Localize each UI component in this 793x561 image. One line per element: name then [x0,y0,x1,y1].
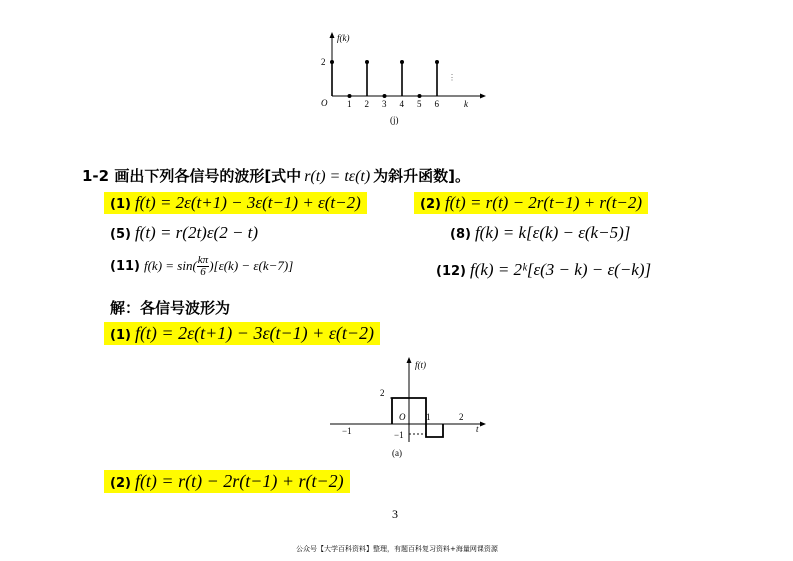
plot-j-point [348,94,352,98]
plot-j-ylabel: f(k) [337,33,350,43]
page-number: 3 [392,507,398,521]
problem-5-formula: f(t) = r(2t)ε(2 − t) [134,223,259,242]
problem-5 [110,223,258,243]
problem-8-formula: f(k) = k[ε(k) − ε(k−5)] [474,223,631,242]
plot-j-point [330,60,334,64]
plot-j-x-tick: 5 [417,99,422,109]
solution-1-formula: f(t) = 2ε(t+1) − 3ε(t−1) + ε(t−2) [134,323,375,343]
plot-a-origin: O [399,412,406,422]
solution-2 [104,470,350,493]
plot-a-caption: (a) [392,448,402,458]
problem-1-formula: f(t) = 2ε(t+1) − 3ε(t−1) + ε(t−2) [134,193,361,212]
plot-j-x-tick: 3 [382,99,387,109]
plot-j-point [365,60,369,64]
problem-heading [82,165,470,186]
problem-11-label: (11) [110,259,140,275]
plot-j-x-tick: 6 [434,99,439,109]
plot-a-y-tick-neg: −1 [394,430,404,440]
problem-11-frac-num: kπ [197,254,209,266]
plot-j-origin: O [321,98,328,108]
problem-2-formula: f(t) = r(t) − 2r(t−1) + r(t−2) [444,193,643,212]
plot-a-y-tick-pos: 2 [380,388,385,398]
plot-j-point [418,94,422,98]
problem-11-prefix: f(k) = sin( [143,258,197,274]
plot-j-xlabel: k [464,99,468,109]
problem-11-frac-den: 6 [200,266,206,278]
plot-j-caption: (j) [390,115,399,125]
plot-j-point [435,60,439,64]
solution-2-label: (2) [110,476,131,491]
solution-2-formula: f(t) = r(t) − 2r(t−1) + r(t−2) [134,471,344,491]
plot-j-y-tick: 2 [321,57,326,67]
problem-2-label: (2) [420,197,441,212]
plot-a [322,352,502,462]
plot-a-ylabel: f(t) [415,360,426,370]
plot-j-point [383,94,387,98]
solution-1 [104,322,380,345]
problem-1 [104,192,367,214]
plot-j-dots: ⋮ [448,73,456,82]
problem-11 [110,255,293,278]
problem-2 [414,192,648,214]
problem-5-label: (5) [110,227,131,242]
footer-text: 公众号【大学百科资料】整理，有题百科复习资料+海量网课资源 [296,545,498,553]
plot-j-x-tick: 1 [347,99,352,109]
heading-formula: r(t) = tε(t) [304,168,371,185]
problem-8-label: (8) [450,227,471,242]
plot-a-x-tick-2: 2 [459,412,464,422]
problem-11-fraction [197,255,209,278]
plot-j-x-tick: 2 [364,99,369,109]
problem-11-suffix: )[ε(k) − ε(k−7)] [209,258,294,274]
plot-a-xlabel: t [476,424,479,434]
problem-12-label: (12) [436,264,466,279]
problem-12 [436,260,651,280]
problem-1-label: (1) [110,197,131,212]
problem-8 [450,223,630,243]
plot-a-x-tick-neg: −1 [342,426,352,436]
problem-12-formula: f(k) = 2ᵏ[ε(3 − k) − ε(−k)] [469,260,652,279]
heading-text-after: 为斜升函数]。 [373,167,471,185]
solution-1-label: (1) [110,328,131,343]
plot-j [300,28,500,128]
plot-j-x-tick: 4 [399,99,404,109]
plot-a-x-tick-1: 1 [426,412,431,422]
solution-heading: 解：各信号波形为 [110,299,231,317]
plot-j-point [400,60,404,64]
heading-text-before: 1-2 画出下列各信号的波形[式中 [82,167,302,185]
